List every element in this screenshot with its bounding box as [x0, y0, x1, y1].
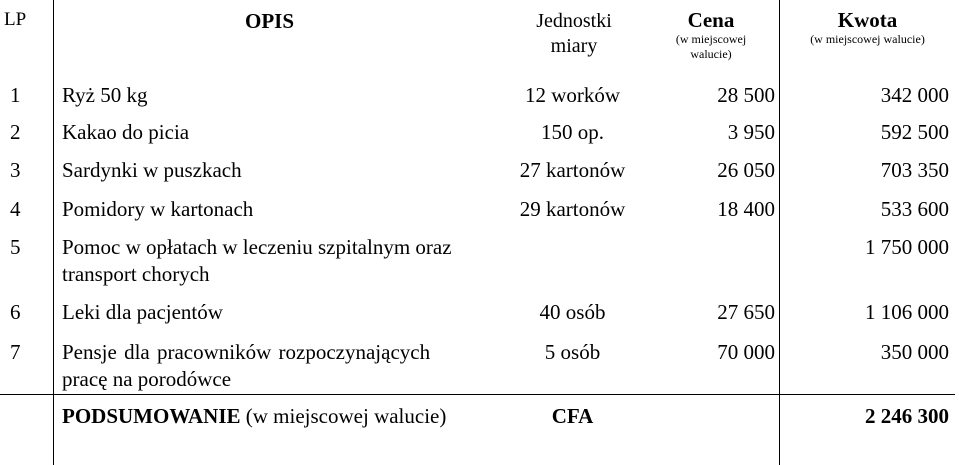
row-1-price: 28 500 — [717, 83, 775, 107]
row-7-price: 70 000 — [717, 340, 775, 364]
header-price-label: Cena — [687, 8, 735, 32]
row-5-lp: 5 — [10, 235, 21, 259]
header-opis: OPIS — [245, 9, 295, 33]
header-amount-note: (w miejscowej walucie) — [810, 32, 925, 46]
row-2-lp: 2 — [10, 120, 21, 144]
row-4-units: 29 kartonów — [519, 197, 626, 221]
row-5-desc-line2: transport chorych — [62, 262, 210, 286]
row-7-amount: 350 000 — [880, 340, 949, 364]
row-7-lp: 7 — [10, 340, 21, 364]
row-6-amount: 1 106 000 — [865, 300, 949, 324]
row-4-price: 18 400 — [717, 197, 775, 221]
row-1-lp: 1 — [10, 83, 21, 107]
row-6-units: 40 osób — [539, 300, 606, 324]
row-3-amount: 703 350 — [880, 158, 949, 182]
header-lp: LP — [4, 9, 27, 30]
row-5-desc-line1: Pomoc w opłatach w leczeniu szpitalnym oraz — [62, 235, 452, 259]
row-4-lp: 4 — [10, 197, 21, 221]
header-amount-label: Kwota — [837, 8, 898, 32]
header-price — [650, 8, 772, 62]
header-units-line1: Jednostki — [536, 10, 612, 32]
row-2-desc: Kakao do picia — [62, 120, 190, 144]
summary-currency: CFA — [551, 404, 594, 428]
summary-total: 2 246 300 — [865, 404, 949, 428]
summary-label-rest: (w miejscowej walucie) — [240, 404, 447, 428]
header-amount — [785, 8, 950, 47]
row-7-desc-line1: Pensje dla pracowników rozpoczynających — [62, 340, 431, 364]
row-6-desc: Leki dla pacjentów — [62, 300, 223, 324]
row-7-desc-line2: pracę na porodówce — [62, 367, 232, 391]
summary-label — [62, 405, 446, 428]
summary-label-bold: PODSUMOWANIE — [62, 404, 241, 428]
row-6-price: 27 650 — [717, 300, 775, 324]
summary-divider — [0, 394, 955, 395]
row-3-desc: Sardynki w puszkach — [62, 158, 242, 182]
row-1-units: 12 worków — [524, 83, 621, 107]
row-3-units: 27 kartonów — [519, 158, 626, 182]
header-units — [510, 9, 638, 59]
row-7-units: 5 osób — [544, 340, 601, 364]
row-2-amount: 592 500 — [880, 120, 949, 144]
row-3-price: 26 050 — [717, 158, 775, 182]
row-5-amount: 1 750 000 — [865, 235, 949, 259]
column-divider-price-amount — [779, 0, 780, 465]
row-2-price: 3 950 — [727, 120, 775, 144]
row-3-lp: 3 — [10, 158, 21, 182]
row-4-amount: 533 600 — [880, 197, 949, 221]
header-price-note-line1: (w miejscowej — [675, 32, 747, 46]
row-1-desc: Ryż 50 kg — [62, 83, 148, 107]
row-4-desc: Pomidory w kartonach — [62, 197, 254, 221]
row-6-lp: 6 — [10, 300, 21, 324]
header-units-line2: miary — [550, 35, 598, 57]
row-1-amount: 342 000 — [880, 83, 949, 107]
row-2-units: 150 op. — [541, 120, 604, 144]
column-divider-lp — [53, 0, 54, 465]
header-price-note-line2: walucie) — [690, 47, 732, 61]
